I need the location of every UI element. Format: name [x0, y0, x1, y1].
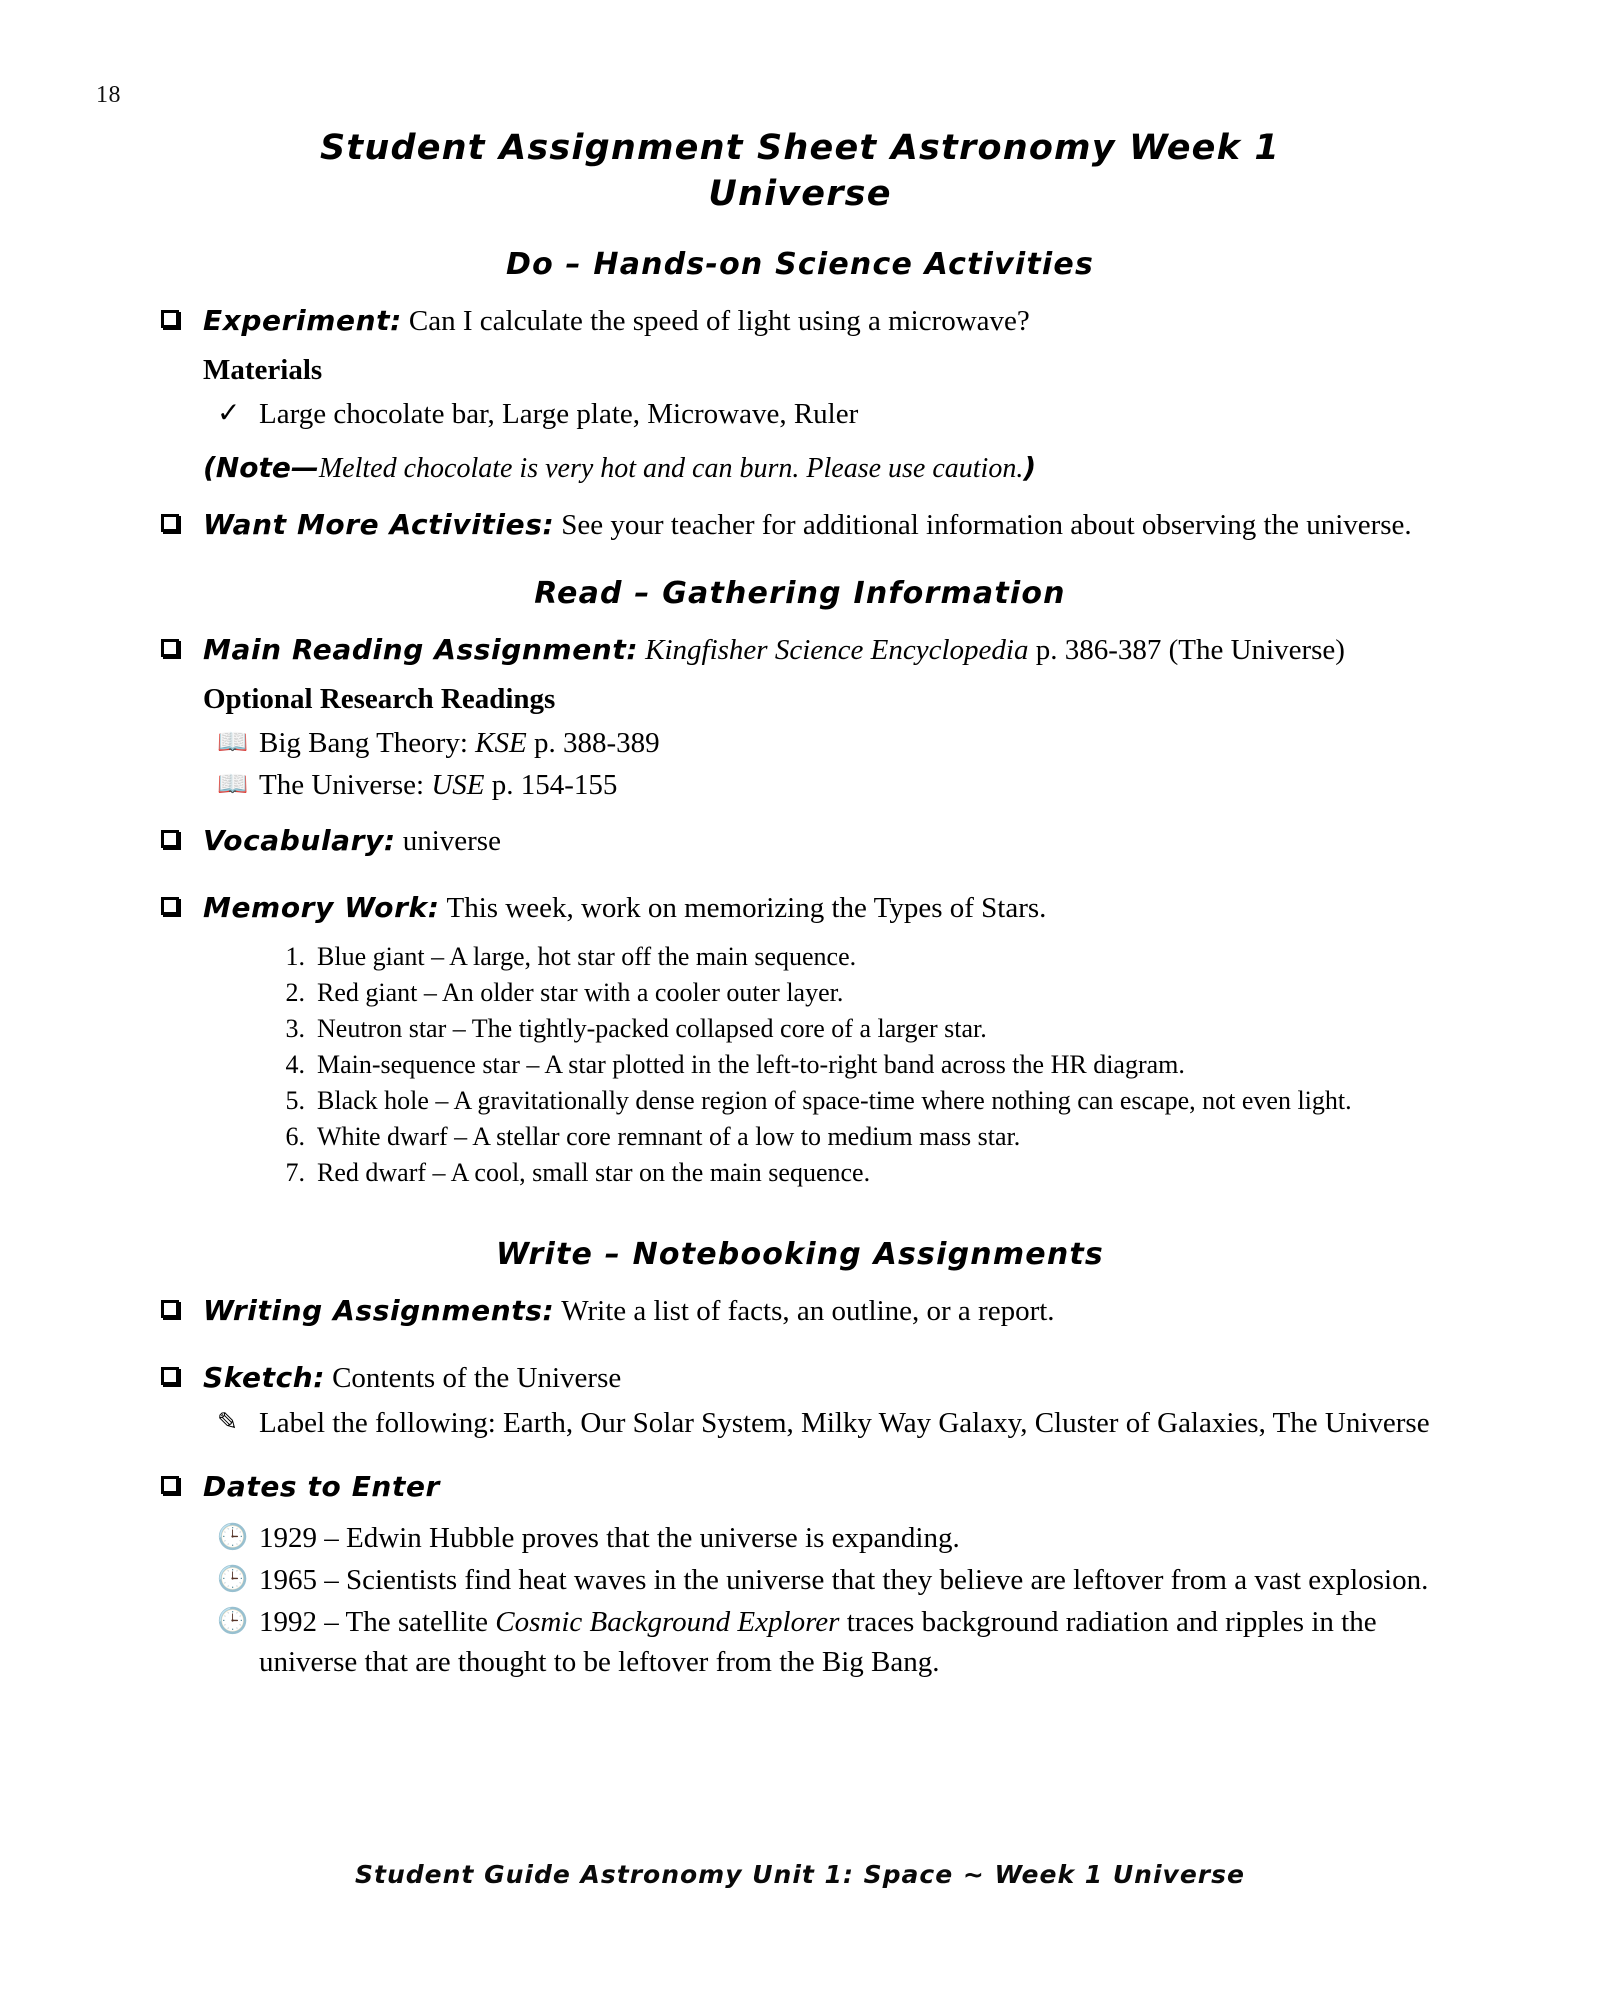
note-prefix: (Note— [203, 451, 319, 484]
clock-icon: 🕒 [217, 1524, 249, 1551]
list-item: Red giant – An older star with a cooler outer layer. [317, 978, 844, 1007]
checkbox-icon[interactable] [161, 1367, 179, 1385]
experiment-label: Experiment: [203, 304, 402, 337]
optional-reading-pages: p. 388-389 [526, 727, 660, 759]
list-item [155, 1518, 1445, 1558]
optional-readings-list [155, 723, 1445, 805]
checklist-item-memory-work[interactable] [155, 888, 1445, 929]
list-item [155, 1403, 1445, 1443]
checkmark-icon: ✓ [217, 398, 241, 429]
list-item: Black hole – A gravitationally dense region of space-time where nothing can escape, not even light. [317, 1086, 1352, 1115]
main-reading-title: Kingfisher Science Encyclopedia [645, 634, 1029, 666]
page-number: 18 [96, 82, 121, 108]
book-icon: 📖 [217, 729, 249, 756]
note-suffix: ) [1023, 451, 1037, 484]
date-italic-title: Cosmic Background Explorer [495, 1606, 840, 1638]
writing-assignments-text: Write a list of facts, an outline, or a report. [561, 1295, 1055, 1327]
writing-assignments-label: Writing Assignments: [203, 1294, 555, 1327]
list-item [155, 1560, 1445, 1600]
section-heading-do: Do – Hands-on Science Activities [505, 247, 1095, 282]
list-item: Blue giant – A large, hot star off the main sequence. [317, 942, 857, 971]
types-of-stars-list [155, 939, 1445, 1191]
want-more-label: Want More Activities: [203, 508, 555, 541]
date-text-after: traces background radiation and ripples in the universe that are thought to be leftover from the Big Bang. [259, 1606, 1377, 1678]
checkbox-icon[interactable] [161, 830, 179, 848]
optional-reading-prefix: The Universe: [259, 769, 432, 801]
optional-reading-pages: p. 154-155 [484, 769, 618, 801]
checkbox-icon[interactable] [161, 310, 179, 328]
list-item: Neutron star – The tightly-packed collapsed core of a larger star. [317, 1014, 987, 1043]
page-title [155, 125, 1445, 217]
clock-icon: 🕒 [217, 1566, 249, 1593]
page-title-line1: Student Assignment Sheet Astronomy Week 1 [319, 128, 1280, 168]
want-more-text: See your teacher for additional information about observing the universe. [561, 509, 1412, 541]
list-item [155, 394, 1445, 434]
checklist-item-want-more-activities[interactable] [155, 505, 1445, 546]
memory-work-label: Memory Work: [203, 891, 440, 924]
checkbox-icon[interactable] [161, 639, 179, 657]
section-heading-write: Write – Notebooking Assignments [495, 1237, 1104, 1272]
experiment-text: Can I calculate the speed of light using a microwave? [408, 305, 1030, 337]
date-text: Scientists find heat waves in the universe that they believe are leftover from a vast explosion. [346, 1564, 1429, 1596]
checklist-item-writing-assignments[interactable] [155, 1291, 1445, 1332]
list-item: White dwarf – A stellar core remnant of a low to medium mass star. [317, 1122, 1021, 1151]
dates-list [155, 1518, 1445, 1682]
optional-research-heading: Optional Research Readings [203, 683, 556, 715]
checkbox-icon[interactable] [161, 1300, 179, 1318]
main-reading-pages: p. 386-387 (The Universe) [1028, 634, 1345, 666]
list-item [155, 723, 1445, 763]
date-year: 1992 – [259, 1606, 346, 1638]
date-year: 1965 – [259, 1564, 346, 1596]
checkbox-icon[interactable] [161, 1476, 179, 1494]
checklist-item-experiment[interactable] [155, 301, 1445, 342]
sketch-instructions-list [155, 1403, 1445, 1443]
list-item: Main-sequence star – A star plotted in the left-to-right band across the HR diagram. [317, 1050, 1185, 1079]
optional-reading-prefix: Big Bang Theory: [259, 727, 476, 759]
section-heading-read: Read – Gathering Information [534, 576, 1066, 611]
clock-icon: 🕒 [217, 1608, 249, 1635]
checkbox-icon[interactable] [161, 897, 179, 915]
pencil-note-icon: ✎ [217, 1409, 238, 1436]
date-year: 1929 – [259, 1522, 346, 1554]
checklist-item-dates-to-enter[interactable] [155, 1467, 1445, 1508]
book-icon: 📖 [217, 771, 249, 798]
materials-heading: Materials [203, 354, 323, 386]
checklist-item-sketch[interactable] [155, 1358, 1445, 1399]
vocabulary-label: Vocabulary: [203, 824, 396, 857]
date-text: Edwin Hubble proves that the universe is expanding. [346, 1522, 960, 1554]
materials-item-text: Large chocolate bar, Large plate, Microwave, Ruler [259, 398, 859, 430]
dates-to-enter-label: Dates to Enter [203, 1470, 440, 1503]
sketch-label: Sketch: [203, 1361, 326, 1394]
list-item: Red dwarf – A cool, small star on the main sequence. [317, 1158, 871, 1187]
materials-list [155, 394, 1445, 434]
optional-reading-source: USE [431, 769, 485, 801]
checklist-item-vocabulary[interactable] [155, 821, 1445, 862]
sketch-text: Contents of the Universe [332, 1362, 622, 1394]
main-reading-label: Main Reading Assignment: [203, 633, 639, 666]
note-text: Melted chocolate is very hot and can burn. Please use caution. [318, 453, 1024, 484]
memory-work-text: This week, work on memorizing the Types of Stars. [446, 892, 1047, 924]
page-title-line2: Universe [708, 174, 892, 214]
checkbox-icon[interactable] [161, 514, 179, 532]
checklist-item-main-reading[interactable] [155, 630, 1445, 671]
list-item [155, 1602, 1445, 1682]
sketch-instruction-text: Label the following: Earth, Our Solar System, Milky Way Galaxy, Cluster of Galaxies, The Universe [259, 1407, 1430, 1439]
list-item [155, 765, 1445, 805]
page-footer: Student Guide Astronomy Unit 1: Space ~ Week 1 Universe [355, 1860, 1245, 1889]
document-content [155, 125, 1445, 1684]
vocabulary-text: universe [402, 825, 501, 857]
date-text: The satellite [345, 1606, 496, 1638]
optional-reading-source: KSE [475, 727, 527, 759]
caution-note [203, 448, 1445, 489]
